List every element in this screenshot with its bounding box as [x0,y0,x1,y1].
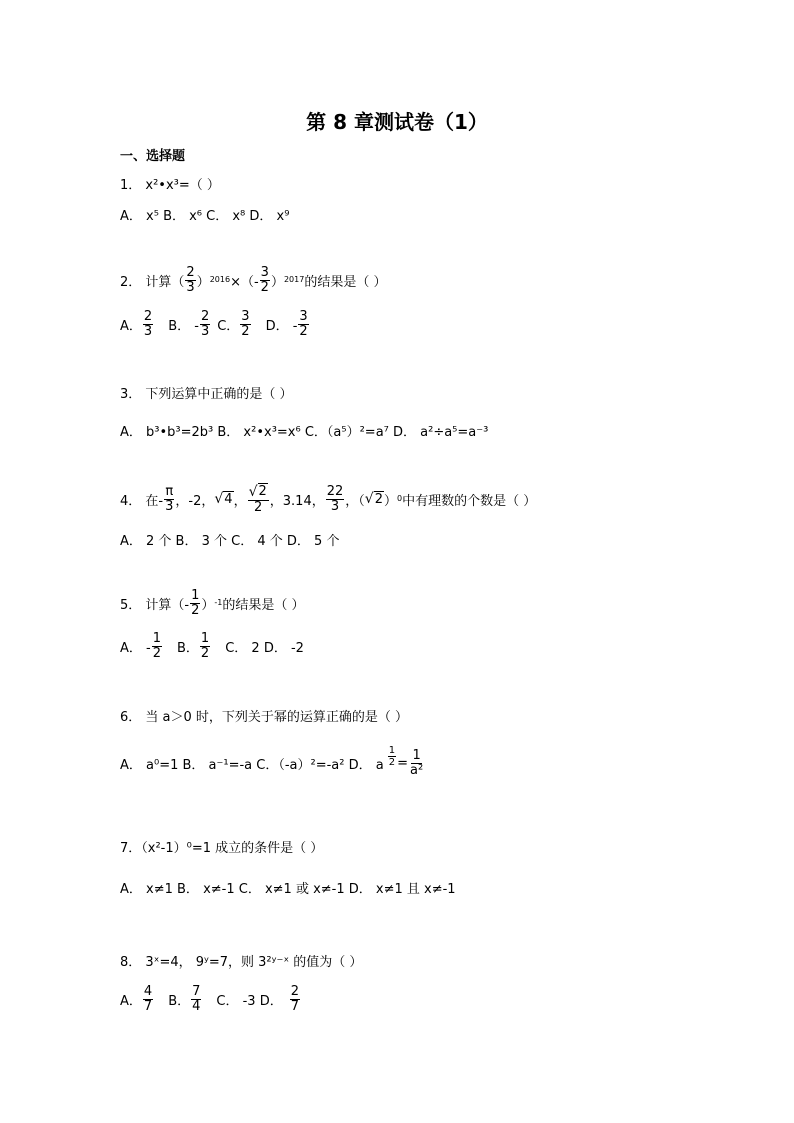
radicand: 4 [224,492,233,507]
fraction [164,485,174,514]
page-title: 第 8 章测试卷（1） [306,110,488,134]
question-8-options [120,984,301,1014]
option-a-label: A． [120,318,142,334]
question-3-stem: 3． 下列运算中正确的是（ ） [120,386,293,402]
numerator: 7 [192,983,201,999]
option-d-label: D． - [265,318,298,334]
q5-tail: 的结果是（ ） [222,597,305,613]
denominator: 2 [200,645,210,661]
option-b-label: B． - [168,318,199,334]
numerator: 2 [200,308,210,324]
fraction [185,266,195,295]
fraction-exponent [388,745,396,768]
q4-sep: ，3.14， [269,493,325,509]
q5-pre: 5． 计算（- [120,597,190,613]
question-6-stem: 6． 当 a＞0 时，下列关于幂的运算正确的是（ ） [120,709,409,725]
numerator: 1 [412,747,421,763]
fraction [152,632,162,661]
radical-icon: √ [248,484,258,500]
question-1-stem: 1． x²•x³=（ ） [120,177,220,193]
numerator: 2 [290,983,299,999]
denominator: 3 [330,498,340,514]
fraction [326,485,345,514]
numerator: 3 [260,264,269,280]
q5-paren: ） [201,597,215,613]
question-4-options: A． 2 个 B． 3 个 C． 4 个 D． 5 个 [120,533,340,549]
fraction [143,310,153,339]
radical-icon: √ [214,491,224,507]
fraction [290,985,300,1014]
fraction [260,266,270,295]
q4-sep: ， [233,493,247,509]
option-a-label: A． [120,993,142,1009]
fraction [200,632,210,661]
numerator: 1 [200,630,210,646]
denominator: 2 [299,323,308,339]
question-8-stem: 8． 3ˣ=4， 9ʸ=7，则 3²ʸ⁻ˣ 的值为（ ） [120,954,363,970]
q4-tail: 中有理数的个数是（ ） [402,493,537,509]
q4-pre: 4． 在- [120,493,164,509]
numerator: 1 [388,744,396,756]
equals-sign: = [397,755,409,771]
q4-sep: ） [384,493,398,509]
question-5-stem: 5． 计算（- $\frac{1}{2}$ ） -1 的结果是（ ） [120,587,305,618]
denominator: 3 [165,498,174,514]
numerator: 2 [186,264,195,280]
q2-num: 2． 计算（ [120,274,185,290]
fraction [248,483,269,515]
denominator: 2 [191,602,200,618]
fraction [298,310,308,339]
q6-options-text: A． a⁰=1 B． a⁻¹=-a C．（-a）²=-a² D． a [120,757,384,773]
fraction [240,310,250,339]
denominator: 2 [241,323,250,339]
option-c-label: C． [217,318,240,334]
question-3-options: A． b³•b³=2b³ B． x²•x³=x⁶ C．（a⁵）²=a⁷ D． a²÷a⁵=a⁻³ [120,424,489,440]
fraction [200,310,210,339]
fraction [143,985,153,1014]
denominator: 3 [186,279,195,295]
numerator: 3 [241,308,250,324]
option-a-label: A． - [120,640,151,656]
question-4-stem: 4． 在- $\frac{\pi}{3}$ ，-2， √ 4 ， √ 2 2 ，3.14， $\frac{22}{3}$ ，（ √ 2 ） 0 中有理数的个数是（ ） [120,483,537,515]
denominator: 3 [200,323,210,339]
numerator: π [165,483,174,499]
option-cd-text: C． -3 D． [216,993,283,1009]
q2-times: ×（- [230,274,259,290]
sqrt [214,491,233,507]
question-5-options [120,631,304,661]
q4-sep: ，-2， [175,493,215,509]
denominator: 2 [254,500,263,515]
sqrt [249,483,268,499]
option-b-label: B． [177,640,199,656]
radicand: 2 [374,492,383,507]
fraction [409,749,424,778]
numerator [248,483,269,501]
question-6-options [120,745,425,781]
question-7-stem: 7．（x²-1）⁰=1 成立的条件是（ ） [120,840,324,856]
numerator: 1 [152,630,161,646]
q4-sep: ，（ [345,493,365,509]
numerator: 2 [143,308,153,324]
q2-tail: 的结果是（ ） [304,274,387,290]
denominator: 4 [192,998,201,1014]
denominator: 2 [152,645,161,661]
denominator: 3 [143,323,153,339]
numerator: 4 [143,983,153,999]
sqrt [365,491,384,507]
numerator: 22 [326,483,344,499]
option-b-label: B． [168,993,191,1009]
question-7-options: A． x≠1 B． x≠-1 C． x≠1 或 x≠-1 D． x≠1 且 x≠-1 [120,881,456,897]
radicand: 2 [258,484,267,499]
denominator: 2 [260,279,269,295]
question-2-options [120,309,310,339]
option-cd-text: C． 2 D． -2 [225,640,304,656]
q2-paren-close: ） [270,274,284,290]
numerator: 1 [191,587,200,603]
fraction [191,985,201,1014]
q2-paren: ） [196,274,210,290]
denominator: 7 [143,998,153,1014]
denominator: 7 [290,998,299,1014]
section-heading: 一、选择题 [120,149,186,164]
radical-icon: √ [364,491,374,507]
denominator: a² [410,762,424,778]
question-2-stem: 2． 计算（ $\frac{2}{3}$ ） 2016 ×（- $\frac{3}{2}$ ） 2017 的结果是（ ） [120,264,387,295]
fraction [190,589,200,618]
question-1-options: A． x⁵ B． x⁶ C． x⁸ D． x⁹ [120,208,290,224]
numerator: 3 [299,308,308,324]
denominator: 2 [388,756,396,768]
